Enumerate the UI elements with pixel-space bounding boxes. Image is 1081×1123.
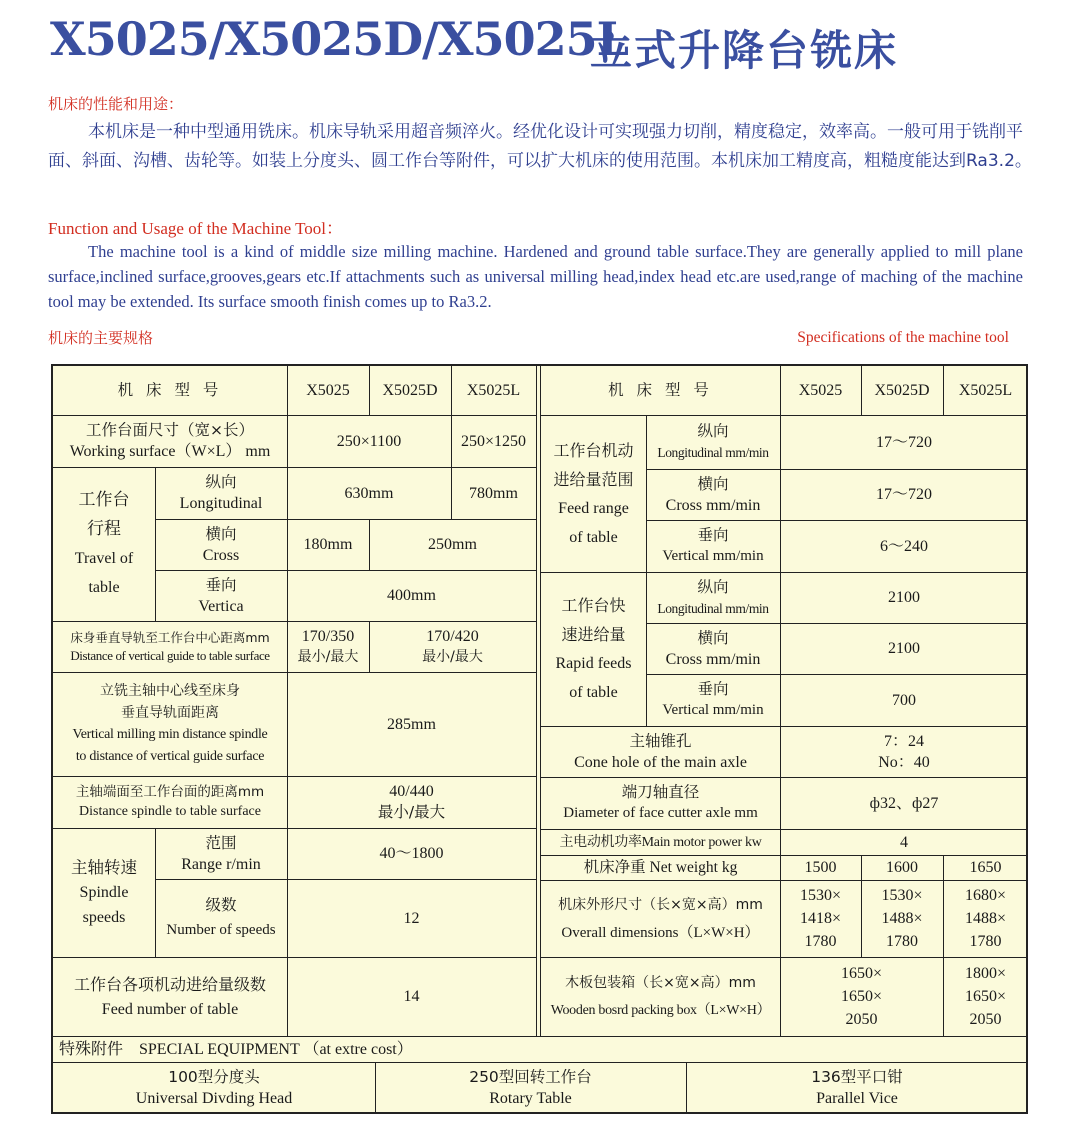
right-header-x5025l: X5025L	[958, 382, 1013, 399]
guide-dist-cn: 床身垂直导轨至工作台中心距离mm	[70, 629, 270, 645]
guide-dist-v23	[369, 621, 536, 672]
feed-range-long-label	[646, 415, 780, 469]
spec-table	[51, 364, 1028, 1114]
feed-range-long-v: 17～720	[875, 433, 932, 451]
travel-vert-en: Vertica	[198, 597, 244, 615]
special-item-parallel-vice	[686, 1062, 1028, 1114]
left-header-x5025l: X5025L	[466, 382, 521, 399]
speeds-num-en: Number of speeds	[166, 922, 276, 938]
left-header-label: 机 床 型 号	[117, 381, 223, 399]
packing-m3-w: 1650×	[964, 988, 1007, 1005]
en-description: The machine tool is a kind of middle size milling machine. Hardened and ground table surface.They are generally applied to mill plane surface,inclined surface,grooves,gears etc.If attachments such as universal milling head,index head etc.are used,range of maching of the machine tool may be extended. Its surface smooth finish comes up to Ra3.2.	[48, 242, 1023, 311]
special-heading: 特殊附件 SPECIAL EQUIPMENT （at extre cost）	[59, 1040, 413, 1058]
guide-dist-v1	[287, 621, 369, 672]
feed-range-group-cn2: 进给量范围	[553, 469, 634, 489]
cone-v2: No：40	[878, 753, 930, 771]
overall-m3-l: 1680×	[964, 887, 1007, 904]
special-item-1-en: Universal Divding Head	[135, 1090, 293, 1107]
spindle-dist-cn1: 立铣主轴中心线至床身	[100, 683, 240, 699]
speeds-range-v: 40～1800	[379, 845, 444, 862]
spindle-dist-en2: to distance of vertical guide surface	[75, 749, 265, 764]
motor-label: 主电动机功率Main motor power kw	[559, 834, 762, 850]
cone-label	[541, 726, 780, 777]
cone-cn: 主轴锥孔	[629, 731, 692, 750]
rapid-group-cn2: 速进给量	[561, 625, 626, 644]
rapid-vert-v: 700	[892, 691, 916, 709]
feed-range-group-cn1: 工作台机动	[553, 440, 634, 460]
cone-v	[780, 726, 1028, 777]
weight-label: 机床净重 Net weight kg	[583, 859, 738, 876]
spindle-dist-en1: Vertical milling min distance spindle	[72, 727, 268, 742]
travel-group-cn2: 行程	[87, 519, 121, 539]
working-surface-v3: 250×1250	[460, 432, 527, 450]
feed-range-vert-label	[646, 520, 780, 572]
rapid-cross-label	[646, 623, 780, 674]
special-item-1-cn: 100型分度头	[168, 1068, 260, 1086]
travel-cross-label	[155, 519, 287, 570]
travel-group-en2: table	[88, 579, 120, 596]
packing-cn: 木板包装箱（长×宽×高）mm	[565, 974, 756, 991]
travel-long-v3: 780mm	[469, 484, 518, 502]
feed-range-cross-label	[646, 469, 780, 520]
speeds-range-cn: 范围	[205, 833, 237, 852]
overall-en: Overall dimensions（L×W×H）	[561, 924, 760, 941]
feed-range-long-cn: 纵向	[697, 422, 729, 440]
travel-cross-cn: 横向	[205, 524, 237, 543]
left-header-x5025d: X5025D	[382, 382, 438, 399]
right-header-x5025d: X5025D	[874, 382, 930, 399]
travel-cross-v1: 180mm	[303, 536, 353, 553]
page-title-cn: 立式升降台铣床	[590, 26, 899, 75]
face-cutter-en: Diameter of face cutter axle mm	[563, 805, 758, 821]
cn-section-heading: 机床的性能和用途：	[48, 95, 184, 113]
spindle-table-label	[53, 776, 287, 828]
spindle-table-en: Distance spindle to table surface	[79, 804, 261, 819]
overall-m2-l: 1530×	[881, 887, 923, 904]
weight-v3: 1650	[969, 859, 1002, 876]
rapid-vert-en: Vertical mm/min	[662, 702, 764, 718]
working-surface-v12: 250×1100	[336, 432, 402, 450]
speeds-num-label	[155, 879, 287, 957]
special-item-2-en: Rotary Table	[489, 1090, 572, 1107]
packing-m12	[780, 957, 943, 1036]
overall-m3-w: 1488×	[964, 910, 1007, 927]
cone-v1: 7：24	[883, 732, 924, 750]
guide-dist-v23b: 最小/最大	[422, 648, 483, 665]
special-item-3-cn: 136型平口钳	[811, 1068, 903, 1086]
speeds-range-label	[155, 828, 287, 879]
feed-range-group-label	[541, 415, 646, 572]
weight-v1: 1500	[804, 859, 837, 876]
face-cutter-label	[541, 777, 780, 829]
left-header-x5025: X5025	[306, 382, 350, 399]
packing-en: Wooden bosrd packing box（L×W×H）	[550, 1002, 771, 1018]
overall-cn: 机床外形尺寸（长×宽×高）mm	[558, 896, 763, 913]
rapid-group-label	[541, 572, 646, 726]
special-item-dividing-head	[53, 1062, 375, 1114]
rapid-long-en: Longitudinal mm/min	[657, 600, 769, 616]
travel-long-label	[155, 467, 287, 519]
overall-m2-w: 1488×	[881, 910, 923, 927]
special-item-3-en: Parallel Vice	[816, 1090, 898, 1107]
packing-label	[541, 957, 780, 1036]
speeds-group-en2: speeds	[82, 909, 126, 926]
rapid-group-en1: Rapid feeds	[555, 655, 632, 672]
feed-number-cn: 工作台各项机动进给量级数	[73, 974, 266, 994]
travel-vert-label	[155, 570, 287, 621]
overall-m2-h: 1780	[886, 933, 918, 950]
feed-range-vert-v: 6～240	[879, 537, 928, 555]
overall-m1-h: 1780	[804, 933, 837, 950]
rapid-long-cn: 纵向	[697, 577, 729, 596]
cone-en: Cone hole of the main axle	[574, 753, 747, 771]
rapid-cross-en: Cross mm/min	[665, 650, 761, 668]
overall-m3	[943, 880, 1028, 957]
guide-dist-v1b: 最小/最大	[297, 648, 359, 665]
overall-m1-w: 1418×	[799, 910, 842, 927]
feed-number-v: 14	[403, 988, 420, 1005]
en-section-heading: Function and Usage of the Machine Tool：	[48, 219, 343, 238]
packing-m3-l: 1800×	[964, 965, 1007, 982]
spindle-table-v	[287, 776, 536, 828]
guide-dist-v23a: 170/420	[426, 627, 479, 645]
travel-group-cn1: 工作台	[78, 490, 130, 510]
speeds-group-cn: 主轴转速	[71, 858, 137, 877]
spindle-dist-label	[53, 672, 287, 776]
overall-m1	[780, 880, 861, 957]
guide-dist-v1a: 170/350	[301, 627, 355, 645]
cn-description: 本机床是一种中型通用铣床。机床导轨采用超音频淬火。经优化设计可实现强力切削，精度稳定，效率高。一般可用于铣削平面、斜面、沟槽、齿轮等。如装上分度头、圆工作台等附件，可以扩大机床的使用范围。本机床加工精度高，粗糙度能达到Ra3.2。	[48, 122, 1032, 171]
guide-dist-en: Distance of vertical guide to table surface	[70, 647, 270, 663]
working-surface-en: Working surface（W×L） mm	[69, 443, 271, 460]
rapid-group-cn1: 工作台快	[561, 596, 626, 615]
rapid-group-en2: of table	[569, 684, 618, 701]
overall-m1-l: 1530×	[799, 887, 842, 904]
packing-m12-l: 1650×	[840, 965, 883, 982]
spindle-dist-cn2: 垂直导轨面距离	[121, 705, 219, 721]
feed-range-vert-en: Vertical mm/min	[662, 548, 764, 564]
specs-heading-en: Specifications of the machine tool	[797, 329, 1009, 346]
travel-cross-en: Cross	[202, 546, 240, 564]
spindle-table-vb: 最小/最大	[377, 803, 446, 821]
page-title-models: X5025/X5025D/X5025L	[50, 12, 628, 66]
weight-v2: 1600	[886, 859, 918, 876]
rapid-vert-cn: 垂向	[697, 680, 729, 698]
rapid-long-label	[646, 572, 780, 623]
overall-label	[541, 880, 780, 957]
right-header-label: 机 床 型 号	[608, 381, 713, 399]
feed-range-long-en: Longitudinal mm/min	[657, 445, 769, 460]
speeds-range-en: Range r/min	[181, 855, 261, 873]
working-surface-label	[53, 415, 287, 467]
speeds-num-cn: 级数	[205, 896, 237, 914]
feed-range-cross-en: Cross mm/min	[665, 496, 761, 514]
overall-m3-h: 1780	[969, 933, 1002, 950]
packing-m12-h: 2050	[845, 1011, 878, 1028]
rapid-cross-v: 2100	[888, 640, 920, 657]
spindle-table-cn: 主轴端面至工作台面的距离mm	[75, 784, 265, 800]
spindle-dist-v: 285mm	[387, 715, 436, 733]
feed-range-group-en2: of table	[569, 528, 618, 546]
speeds-group-label	[53, 828, 155, 957]
packing-m12-w: 1650×	[840, 988, 883, 1005]
travel-long-cn: 纵向	[205, 473, 237, 491]
feed-number-label	[53, 957, 287, 1036]
face-cutter-v: ф32、ф27	[869, 794, 939, 812]
speeds-num-v: 12	[403, 909, 420, 927]
feed-range-group-en1: Feed range	[558, 499, 629, 517]
feed-number-en: Feed number of table	[101, 1000, 239, 1018]
feed-range-vert-cn: 垂向	[697, 526, 729, 544]
packing-m3	[943, 957, 1028, 1036]
right-header-x5025: X5025	[798, 382, 843, 399]
travel-long-en: Longitudinal	[179, 495, 263, 512]
motor-v: 4	[900, 833, 908, 851]
specs-heading-cn: 机床的主要规格	[48, 329, 154, 347]
special-item-2-cn: 250型回转工作台	[469, 1068, 592, 1086]
travel-cross-v23: 250mm	[428, 536, 477, 553]
travel-long-v12: 630mm	[344, 484, 394, 502]
travel-vert-v: 400mm	[387, 587, 436, 604]
travel-group-en1: Travel of	[74, 550, 134, 567]
spindle-table-va: 40/440	[389, 783, 434, 800]
face-cutter-cn: 端刀轴直径	[621, 783, 700, 801]
feed-range-cross-cn: 横向	[697, 474, 729, 493]
travel-vert-cn: 垂向	[205, 575, 237, 594]
rapid-long-v: 2100	[888, 589, 920, 606]
packing-m3-h: 2050	[969, 1011, 1002, 1028]
working-surface-cn: 工作台面尺寸（宽×长）	[86, 421, 254, 439]
special-item-rotary-table	[375, 1062, 686, 1114]
overall-m2	[861, 880, 943, 957]
rapid-cross-cn: 横向	[697, 628, 729, 647]
speeds-group-en1: Spindle	[79, 884, 129, 901]
travel-group-label	[53, 467, 155, 621]
feed-range-cross-v: 17～720	[875, 486, 932, 503]
rapid-vert-label	[646, 674, 780, 726]
guide-dist-label	[53, 621, 287, 672]
